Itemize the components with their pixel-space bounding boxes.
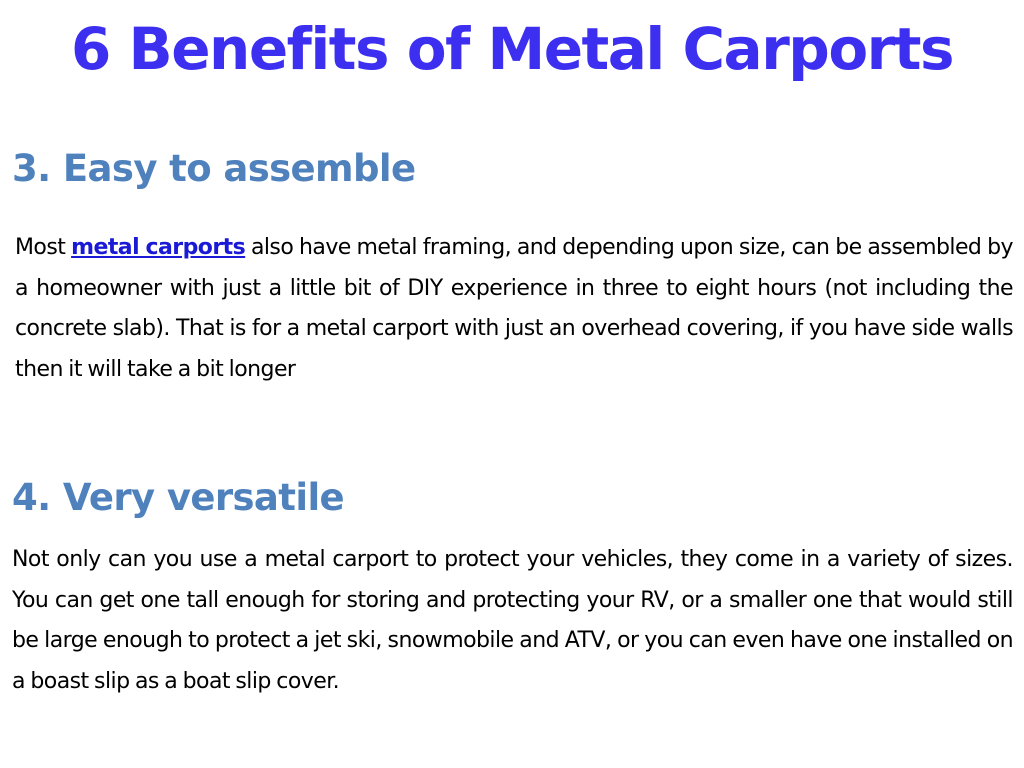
body-text-rest: also have metal framing, and depending upon size, can be assembled by a homeowner with just a little bit of DIY experience in three to eight hours (not including the concrete slab). That is for a metal carport with just an overhead covering, if you have side walls then it will take a bit longer [15,235,1013,382]
section-heading-easy-to-assemble: 3. Easy to assemble [12,147,416,190]
slide-title: 6 Benefits of Metal Carports [70,15,954,83]
body-text-lead: Most [15,235,72,260]
section-body-very-versatile: Not only can you use a metal carport to protect your vehicles, they come in a variety of sizes. You can get one tall enough for storing and protecting your RV, or a smaller one that would still be large enough to protect a jet ski, snowmobile and ATV, or you can even have one installed on a boast slip as a boat slip cover. [12,547,1013,694]
metal-carports-link[interactable]: metal carports [71,235,246,260]
section-body-easy-to-assemble [15,228,1013,390]
section-heading-very-versatile: 4. Very versatile [12,476,345,519]
